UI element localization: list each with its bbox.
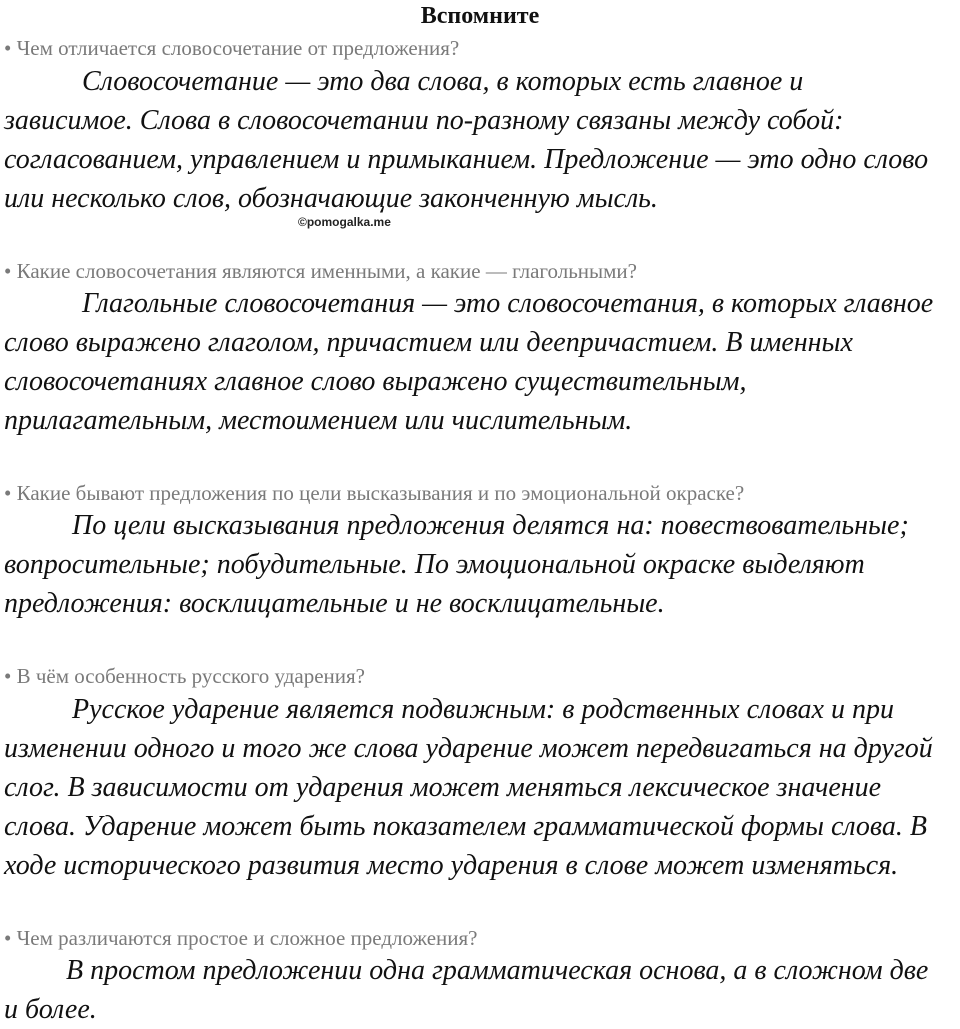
answer-4-line-2: изменении одного и того же слова ударение может передвигаться на другой [4,733,933,764]
answer-3-line-2: вопросительные; побудительные. По эмоциональной окраске выделяют [4,549,865,580]
answer-4-line-3: слог. В зависимости от ударения может меняться лексическое значение [4,772,882,803]
page-title: Вспомните [420,3,540,29]
answer-1 [4,62,956,218]
answer-2-line-4: прилагательным, местоимением или числительным. [4,405,633,436]
question-3: • Какие бывают предложения по цели высказывания и по эмоциональной окраске? [4,481,745,505]
answer-1-line-1: Словосочетание — это два слова, в которых есть главное и [82,66,804,97]
answer-1-line-4: или несколько слов, обозначающие законченную мысль. [4,183,658,214]
question-1: • Чем отличается словосочетание от предложения? [4,36,460,60]
answer-2-line-2: слово выражено глаголом, причастием или деепричастием. В именных [4,327,853,358]
answer-5-line-2: и более. [4,994,97,1025]
answer-5-line-1: В простом предложении одна грамматическая основа, а в сложном две [66,955,929,986]
answer-4-line-1: Русское ударение является подвижным: в родственных словах и при [72,694,894,725]
answer-3 [4,506,956,623]
answer-4-line-5: ходе исторического развития место ударения в слове может изменяться. [4,850,899,881]
answer-5 [4,951,956,1029]
answer-4 [4,690,956,885]
answer-1-line-3: согласованием, управлением и примыканием. Предложение — это одно слово [4,144,929,175]
answer-3-line-3: предложения: восклицательные и не восклицательные. [4,588,665,619]
watermark: ©pomogalka.me [298,215,391,229]
answer-2 [4,284,956,440]
answer-3-line-1: По цели высказывания предложения делятся на: повествовательные; [72,510,909,541]
question-5: • Чем различаются простое и сложное предложения? [4,926,478,950]
question-4: • В чём особенность русского ударения? [4,664,365,688]
answer-2-line-1: Глагольные словосочетания — это словосочетания, в которых главное [82,288,934,319]
answer-4-line-4: слова. Ударение может быть показателем грамматической формы слова. В [4,811,927,842]
question-2: • Какие словосочетания являются именными, а какие — глагольными? [4,259,637,283]
answer-1-line-2: зависимое. Слова в словосочетании по-разному связаны между собой: [4,105,844,136]
answer-2-line-3: словосочетаниях главное слово выражено существительным, [4,366,747,397]
